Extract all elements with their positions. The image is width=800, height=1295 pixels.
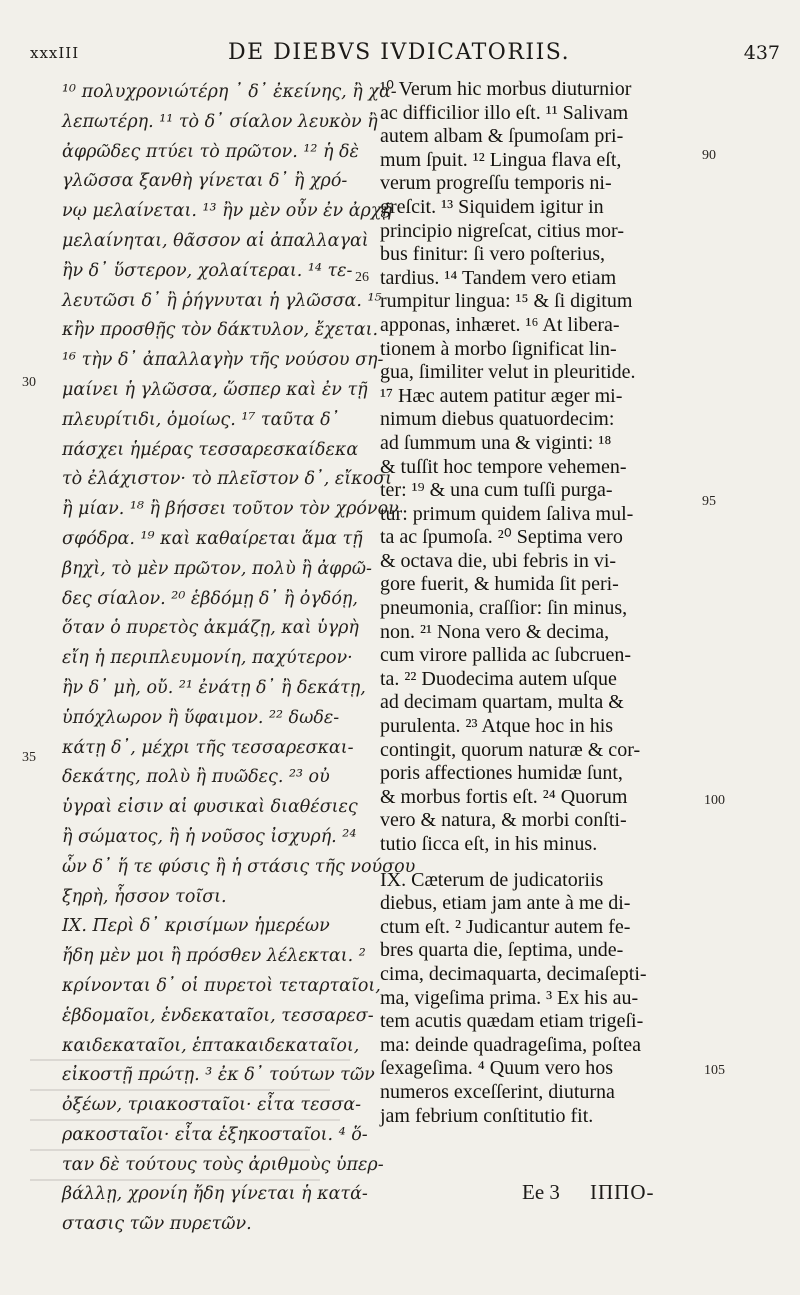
latin-text-line: & tuſſit hoc tempore vehemen- <box>380 455 627 478</box>
latin-text-line: gore fuerit, & humida ſit peri- <box>380 573 619 596</box>
greek-text-line: εἰκοστῇ πρώτῃ. ³ ἐκ δ᾿ τούτων τῶν <box>62 1065 375 1086</box>
latin-text-line: poris affectiones humidæ ſunt, <box>380 762 623 785</box>
greek-text-line: ἤδη μὲν μοι ἢ πρόσθεν λέλεκται. ² <box>62 946 366 967</box>
greek-text-line: ρακοσταῖοι· εἶτα ἑξηκοσταῖοι. ⁴ ὅ- <box>62 1124 368 1145</box>
latin-text-line: gua, ſimiliter velut in pleuritide. <box>380 361 636 384</box>
latin-text-line: purulenta. ²³ Atque hoc in his <box>380 715 614 738</box>
greek-text-line: δες σίαλον. ²⁰ ἑβδόμῃ δ᾿ ἢ ὀγδόῃ, <box>62 588 358 609</box>
latin-text-line: ſexageſima. ⁴ Quum vero hos <box>380 1057 614 1080</box>
running-header <box>30 40 780 74</box>
greek-text-line: ταν δὲ τούτους τοὺς ἀριθμοὺς ὑπερ- <box>62 1154 384 1175</box>
greek-text-line: λεπωτέρη. ¹¹ τὸ δ᾿ σίαλον λευκὸν ἢ <box>62 111 378 132</box>
latin-text-line: tem acutis quædam etiam trigeſi- <box>380 1010 644 1033</box>
margin-line-number: 30 <box>22 375 36 390</box>
greek-text-line: δεκάτης, πολὺ ἢ πυῶδες. ²³ οὐ <box>62 767 330 788</box>
greek-text-line: μαίνει ἡ γλῶσσα, ὥσπερ καὶ ἐν τῇ <box>62 379 368 400</box>
greek-text-line: ἢ σώματος, ἢ ἡ νοῦσος ἰσχυρή. ²⁴ <box>62 826 357 847</box>
latin-text-line: bres quarta die, ſeptima, unde- <box>380 939 624 962</box>
greek-text-line: ἀφρῶδες πτύει τὸ πρῶτον. ¹² ἡ δὲ <box>62 141 359 162</box>
latin-text-line: ma, vigeſima prima. ³ Ex his au- <box>380 986 639 1009</box>
latin-text-line: contingit, quorum naturæ & cor- <box>380 738 641 761</box>
catchword: ΙΠΠΟ- <box>590 1180 655 1204</box>
greek-text-line: λευτῶσι δ᾿ ἢ ῥήγνυται ἡ γλῶσσα. ¹⁵ <box>62 290 382 311</box>
latin-text-line: ter: ¹⁹ & una cum tuſſi purga- <box>380 479 613 502</box>
latin-text-line: autem albam & ſpumoſam pri- <box>380 125 624 148</box>
latin-text-column <box>380 78 700 1128</box>
greek-text-line: ¹⁰ πολυχρονιώτέρη ᾿ δ᾿ ἐκείνης, ἢ χα- <box>62 82 397 102</box>
latin-text-line: greſcit. ¹³ Siquidem igitur in <box>380 195 604 218</box>
greek-text-line: ἢν δ᾿ μὴ, οὔ. ²¹ ἐνάτῃ δ᾿ ἢ δεκάτῃ, <box>62 677 366 698</box>
latin-text-line: cum virore pallida ac ſubcruen- <box>380 644 631 667</box>
greek-text-line: σφόδρα. ¹⁹ καὶ καθαίρεται ἅμα τῇ <box>62 528 363 549</box>
greek-text-line: στασις τῶν πυρετῶν. <box>62 1214 252 1235</box>
running-title: DE DIEBVS IVDICATORIIS. <box>228 40 571 65</box>
margin-line-number: 26 <box>355 270 369 285</box>
greek-text-line: ἢ μίαν. ¹⁸ ἢ βήσσει τοῦτον τὸν χρόνον <box>62 499 399 520</box>
latin-text-line: tardius. ¹⁴ Tandem vero etiam <box>380 266 617 289</box>
greek-text-line: νῳ μελαίνεται. ¹³ ἢν μὲν οὖν ἐν ἀρχῇ <box>62 201 392 222</box>
latin-text-line: diebus, etiam jam ante à me di- <box>380 892 631 915</box>
latin-text-line: ad ſummum una & viginti: ¹⁸ <box>380 431 612 454</box>
page-number: 437 <box>743 42 780 64</box>
greek-text-line: τὸ ἐλάχιστον· τὸ πλεῖστον δ᾿, εἴκοσι <box>62 469 392 490</box>
latin-text-line: tur: primum quidem ſaliva mul- <box>380 502 634 525</box>
latin-text-line: jam febrium conſtitutio fit. <box>380 1104 594 1127</box>
margin-line-number: 100 <box>704 793 725 808</box>
latin-text-line: ac difficilior illo eſt. ¹¹ Salivam <box>380 101 629 124</box>
greek-text-line: κἢν προσθῇς τὸν δάκτυλον, ἔχεται. <box>62 320 379 341</box>
greek-text-line: βάλλῃ, χρονίη ἤδη γίνεται ἡ κατά- <box>62 1184 368 1205</box>
latin-text-line: cima, decimaquarta, decimaſepti- <box>380 962 647 985</box>
greek-text-line: κάτῃ δ᾿, μέχρι τῆς τεσσαρεσκαι- <box>62 737 354 758</box>
latin-text-line: ¹⁷ Hæc autem patitur æger mi- <box>380 384 623 407</box>
latin-text-line: bus finitur: ſi vero poſterius, <box>380 243 605 266</box>
greek-text-line: ὅταν ὁ πυρετὸς ἀκμάζῃ, καὶ ὑγρὴ <box>62 618 359 639</box>
greek-text-line: ¹⁶ τὴν δ᾿ ἀπαλλαγὴν τῆς νούσου ση- <box>62 350 384 371</box>
greek-text-line: εἴη ἡ περιπλευμονίη, παχύτερον· <box>62 648 353 669</box>
greek-text-line: γλῶσσα ξανθὴ γίνεται δ᾿ ἢ χρό- <box>62 171 348 192</box>
greek-text-line: ὑπόχλωρον ἢ ὕφαιμον. ²² δωδε- <box>62 707 340 728</box>
latin-text-line: apponas, inhæret. ¹⁶ At libera- <box>380 313 620 336</box>
signature-mark-footer: Ee 3 <box>522 1180 560 1204</box>
latin-text-line: numeros exceſſerint, diuturna <box>380 1080 615 1103</box>
latin-text-line: & octava die, ubi febris in vi- <box>380 549 617 572</box>
paragraph-gap <box>380 857 700 869</box>
greek-text-line: ἢν δ᾿ ὕστερον, χολαίτεραι. ¹⁴ τε- <box>62 260 353 281</box>
greek-text-line: πλευρίτιδι, ὁμοίως. ¹⁷ ταῦτα δ᾿ <box>62 409 340 430</box>
margin-line-number: 35 <box>22 750 36 765</box>
latin-text-line: ma: deinde quadrageſima, poſtea <box>380 1033 642 1056</box>
greek-text-line: ὧν δ᾿ ἥ τε φύσις ἢ ἡ στάσις τῆς νούσου <box>62 856 416 877</box>
latin-text-line: ta. ²² Duodecima autem uſque <box>380 667 617 690</box>
latin-text-line: non. ²¹ Nona vero & decima, <box>380 620 610 643</box>
greek-text-line: IX. Περὶ δ᾿ κρισίμων ἡμερέων <box>62 916 330 937</box>
greek-text-line: βηχὶ, τὸ μὲν πρῶτον, πολὺ ἢ ἀφρῶ- <box>62 558 372 579</box>
margin-line-number: 90 <box>702 148 716 163</box>
greek-text-line: καιδεκαταῖοι, ἑπτακαιδεκαταῖοι, <box>62 1035 360 1056</box>
greek-text-line: μελαίνηται, θᾶσσον αἱ ἀπαλλαγαὶ <box>62 230 369 251</box>
latin-text-line: ctum eſt. ² Judicantur autem fe- <box>380 915 631 938</box>
greek-text-line: πάσχει ἡμέρας τεσσαρεσκαίδεκα <box>62 439 359 460</box>
latin-text-line: nimum diebus quatuordecim: <box>380 408 615 431</box>
greek-text-line: ἑβδομαῖοι, ἑνδεκαταῖοι, τεσσαρεσ- <box>62 1005 374 1026</box>
latin-text-line: & morbus fortis eſt. ²⁴ Quorum <box>380 785 628 808</box>
latin-text-line: ¹⁰ Verum hic morbus diuturnior <box>380 78 632 100</box>
latin-text-line: ta ac ſpumoſa. ²⁰ Septima vero <box>380 526 623 549</box>
latin-text-line: IX. Cæterum de judicatoriis <box>380 868 604 891</box>
greek-text-line: ξηρὴ, ἧσσον τοῖσι. <box>62 886 227 907</box>
margin-line-number: 105 <box>704 1063 725 1078</box>
latin-text-line: verum progreſſu temporis ni- <box>380 172 612 195</box>
latin-text-line: pneumonia, craſſior: ſin minus, <box>380 597 628 620</box>
latin-text-line: tutio ſicca eſt, in his minus. <box>380 833 598 855</box>
greek-text-line: κρίνονται δ᾿ οἱ πυρετοὶ τεταρταῖοι, <box>62 975 381 996</box>
latin-text-line: mum ſpuit. ¹² Lingua flava eſt, <box>380 148 622 171</box>
latin-text-line: vero & natura, & morbi conſti- <box>380 809 627 832</box>
show-through-texture <box>10 1040 384 1220</box>
greek-text-line: ὀξέων, τριακοσταῖοι· εἶτα τεσσα- <box>62 1095 362 1116</box>
greek-text-line: ὑγραὶ εἰσιν αἱ φυσικαὶ διαθέσιες <box>62 797 358 818</box>
margin-line-number: 95 <box>702 494 716 509</box>
latin-text-line: rumpitur lingua: ¹⁵ & ſi digitum <box>380 290 633 313</box>
latin-text-line: ad decimam quartam, multa & <box>380 691 624 714</box>
latin-text-line: tionem à morbo ſignificat lin- <box>380 337 617 360</box>
signature-mark: xxxIII <box>30 44 80 62</box>
latin-text-line: principio nigreſcat, citius mor- <box>380 219 624 242</box>
